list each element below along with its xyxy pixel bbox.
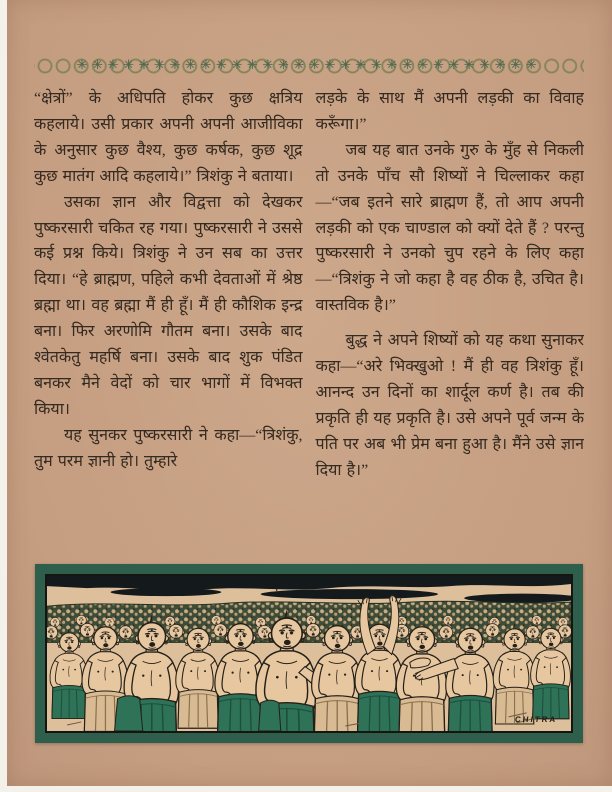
text-column-right <box>316 86 585 560</box>
paragraph: “क्षेत्रों” के अधिपति होकर कुछ क्षत्रिय कहलाये। उसी प्रकार अपनी अपनी आजीविका के अनुसार कुछ वैश्य, कुछ कर्षक, कुछ शूद्र कुछ मातंग आदि कहलाये।” त्रिशंकु ने बताया। <box>34 90 303 185</box>
illustration-frame <box>35 564 583 743</box>
ornament-chain-icon: ✳✳✳✳✳✳✳✳✳✳✳✳✳✳✳✳✳✳✳✳✳✳✳✳✳✳✳✳✳✳ <box>76 58 542 73</box>
paragraph: उसका ज्ञान और विद्वत्ता को देखकर पुष्करसारी चकित रह गया। पुष्करसारी ने उससे कई प्रश्न किये। त्रिशंकु ने उन सब का उत्तर दिया। “हे ब्राह्मण, पहिले कभी देवताओं में श्रेष्ठ ब्रह्मा था। वह ब्रह्मा मैं ही हूँ। मैं ही कौशिक इन्द्र बना। फिर अरणोमि गौतम बना। उसके बाद श्वेतकेतु महर्षि बना। उसके बाद शुक पंडित बनकर मैने वेदों को चार भागों में विभक्त किया। <box>34 193 303 418</box>
crowd-illustration-art <box>47 576 571 731</box>
artist-signature: CHITRA <box>514 715 558 724</box>
ornament-border <box>34 53 584 79</box>
text-column-left <box>34 86 303 560</box>
crowd-illustration <box>45 574 573 733</box>
paragraph: लड़के के साथ मैं अपनी लड़की का विवाह करूँगा।” <box>315 90 584 133</box>
paragraph: जब यह बात उनके गुरु के मुँह से निकली तो उनके पाँच सौ शिष्यों ने चिल्लाकर कहा—“जब इतने सारे ब्राह्मण हैं, तो आप अपनी लड़की को एक चाण्डाल को क्यों देते हैं ? परन्तु पुष्करसारी ने उनको चुप रहने के लिए कहा—“त्रिशंकु ने जो कहा है वह ठीक है, उचित है। वास्तविक है।” <box>315 141 584 315</box>
paragraph: बुद्ध ने अपने शिष्यों को यह कथा सुनाकर कहा—“अरे भिक्खुओ ! मैं ही वह त्रिशंकु हूँ। आनन्द उन दिनों का शार्दूल कर्ण है। तब की प्रकृति ही यह प्रकृति है। उसे अपने पूर्व जन्म के पति पर अब भी प्रेम बना हुआ है। मैंने उसे ज्ञान दिया है।” <box>315 332 584 479</box>
page-content <box>34 0 584 743</box>
book-page <box>7 0 612 786</box>
text-columns <box>34 86 584 560</box>
paragraph: यह सुनकर पुष्करसारी ने कहा—“त्रिशंकु, तुम परम ज्ञानी हो। तुम्हारे <box>34 426 303 470</box>
